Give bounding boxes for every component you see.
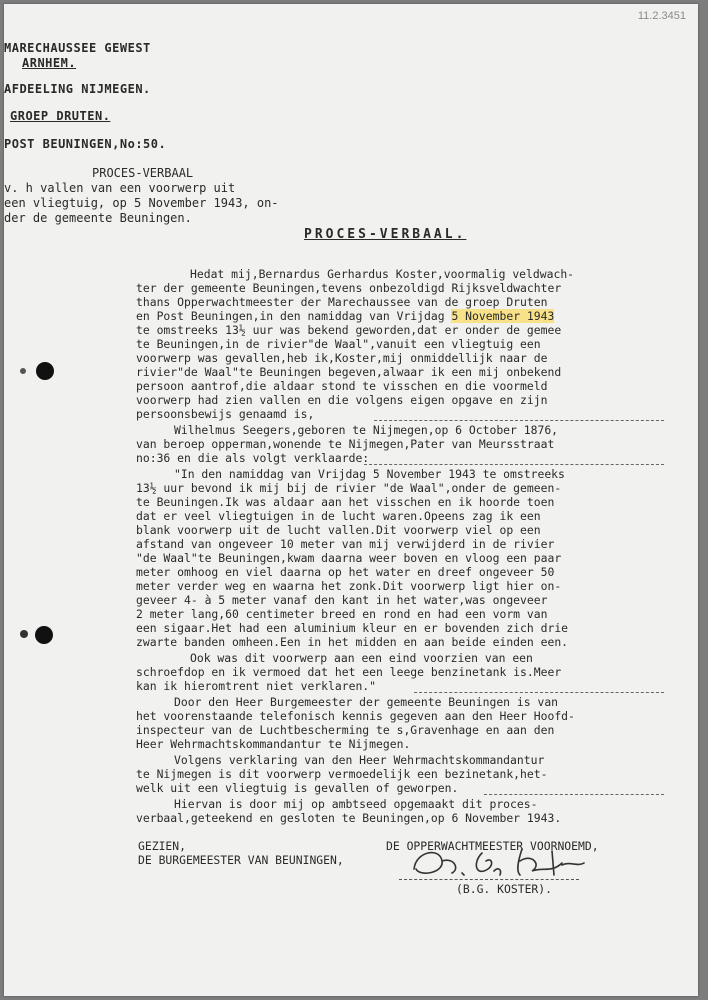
body-line: Heer Wehrmachtskommandantur te Nijmegen. <box>136 737 411 751</box>
body-line: kan ik hieromtrent niet verklaren." <box>136 679 377 693</box>
body-line: Hiervan is door mij op ambtseed opgemaakt dit proces- <box>174 797 538 811</box>
body-line: meter omhoog en viel daarna op het water en dreef ongeveer 50 <box>136 565 555 579</box>
subject-title: PROCES-VERBAAL <box>92 166 194 180</box>
body-line: te Beuningen,in de rivier"de Waal",vanuit een vliegtuig een <box>136 337 541 351</box>
document-page <box>4 4 698 996</box>
body-line: "de Waal"te Beuningen,kwam daarna weer boven en vloog een paar <box>136 551 562 565</box>
punch-hole <box>36 362 54 380</box>
header-city: ARNHEM. <box>22 56 77 70</box>
body-line: persoonsbewijs genaamd is, <box>136 407 315 421</box>
body-line: zwarte banden omheen.Een in het midden en aan beide einden een. <box>136 635 569 649</box>
closing-burgemeester: DE BURGEMEESTER VAN BEUNINGEN, <box>138 853 344 867</box>
punch-hole-mark <box>20 368 26 374</box>
closing-gezien: GEZIEN, <box>138 839 187 853</box>
body-line: van beroep opperman,wonende te Nijmegen,Pater van Meursstraat <box>136 437 555 451</box>
punch-hole <box>35 626 53 644</box>
closing-opperwachtmeester: DE OPPERWACHTMEESTER VOORNOEMD, <box>386 839 599 853</box>
body-line: ter der gemeente Beuningen,tevens onbezoldigd Rijksveldwachter <box>136 281 562 295</box>
body-line: Hedat mij,Bernardus Gerhardus Koster,voormalig veldwach- <box>190 267 575 281</box>
document-title: PROCES-VERBAAL. <box>304 227 467 242</box>
archive-reference-number: 11.2.3451 <box>637 10 686 22</box>
body-line: en Post Beuningen,in den namiddag van Vrijdag 5 November 1943 <box>136 309 555 323</box>
body-line: blank voorwerp uit de lucht vallen.Dit voorwerp viel op een <box>136 523 541 537</box>
body-line: het voorenstaande telefonisch kennis gegeven aan den Heer Hoofd- <box>136 709 575 723</box>
signatory-name: (B.G. KOSTER). <box>456 882 553 896</box>
body-line: schroefdop en ik vermoed dat het een leege benzinetank is.Meer <box>136 665 562 679</box>
body-line: Wilhelmus Seegers,geboren te Nijmegen,op 6 October 1876, <box>174 423 559 437</box>
body-line: geveer 4- à 5 meter vanaf den kant in het water,was ongeveer <box>136 593 548 607</box>
header-groep: GROEP DRUTEN. <box>10 109 111 123</box>
body-line: te omstreeks 13½ uur was bekend geworden,dat er onder de gemee <box>136 323 562 337</box>
filler-dash <box>364 464 664 465</box>
body-line: voorwerp was gevallen,heb ik,Koster,mij onmiddellijk naar de <box>136 351 548 365</box>
header-gewest: MARECHAUSSEE GEWEST <box>4 41 151 55</box>
header-afdeeling: AFDEELING NIJMEGEN. <box>4 82 151 96</box>
body-line: 2 meter lang,60 centimeter breed en rond en had een vorm van <box>136 607 548 621</box>
body-line: voorwerp had zien vallen en die volgens eigen opgave en zijn <box>136 393 548 407</box>
filler-dash <box>374 420 664 421</box>
body-line: afstand van ongeveer 10 meter van mij verwijderd in de rivier <box>136 537 555 551</box>
body-line: welk uit een vliegtuig is gevallen of geworpen. <box>136 781 459 795</box>
body-line: inspecteur van de Luchtbescherming te s,Gravenhage en aan den <box>136 723 555 737</box>
body-line: Door den Heer Burgemeester der gemeente Beuningen is van <box>174 695 559 709</box>
subject-line-3: der de gemeente Beuningen. <box>4 211 192 225</box>
body-line: Volgens verklaring van den Heer Wehrmachtskommandantur <box>174 753 545 767</box>
body-line: rivier"de Waal"te Beuningen begeven,alwaar ik een mij onbekend <box>136 365 562 379</box>
body-line: thans Opperwachtmeester der Marechaussee van de groep Druten <box>136 295 548 309</box>
punch-hole-mark <box>20 630 28 638</box>
body-line: dat er veel vliegtuigen in de lucht waren.Opeens zag ik een <box>136 509 541 523</box>
header-post: POST BEUNINGEN,No:50. <box>4 137 167 151</box>
body-line: te Nijmegen is dit voorwerp vermoedelijk een bezinetank,het- <box>136 767 548 781</box>
body-line: 13½ uur bevond ik mij bij de rivier "de Waal",onder de gemeen- <box>136 481 562 495</box>
body-line: een sigaar.Het had een aluminium kleur en er bovenden zich drie <box>136 621 569 635</box>
body-line: meter verder weg en waarna het zonk.Dit voorwerp ligt hier on- <box>136 579 562 593</box>
filler-dash <box>414 692 664 693</box>
body-line: verbaal,geteekend en gesloten te Beuningen,op 6 November 1943. <box>136 811 562 825</box>
body-line: Ook was dit voorwerp aan een eind voorzien van een <box>190 651 533 665</box>
body-line: "In den namiddag van Vrijdag 5 November 1943 te omstreeks <box>174 467 565 481</box>
subject-line-2: een vliegtuig, op 5 November 1943, on- <box>4 196 279 210</box>
body-line: persoon aantrof,die aldaar stond te visschen en die voormeld <box>136 379 548 393</box>
subject-line-1: v. h vallen van een voorwerp uit <box>4 181 236 195</box>
body-line: no:36 en die als volgt verklaarde: <box>136 451 370 465</box>
filler-dash <box>484 794 664 795</box>
signature-line <box>399 879 579 881</box>
body-line: te Beuningen.Ik was aldaar aan het visschen en ik hoorde toen <box>136 495 555 509</box>
